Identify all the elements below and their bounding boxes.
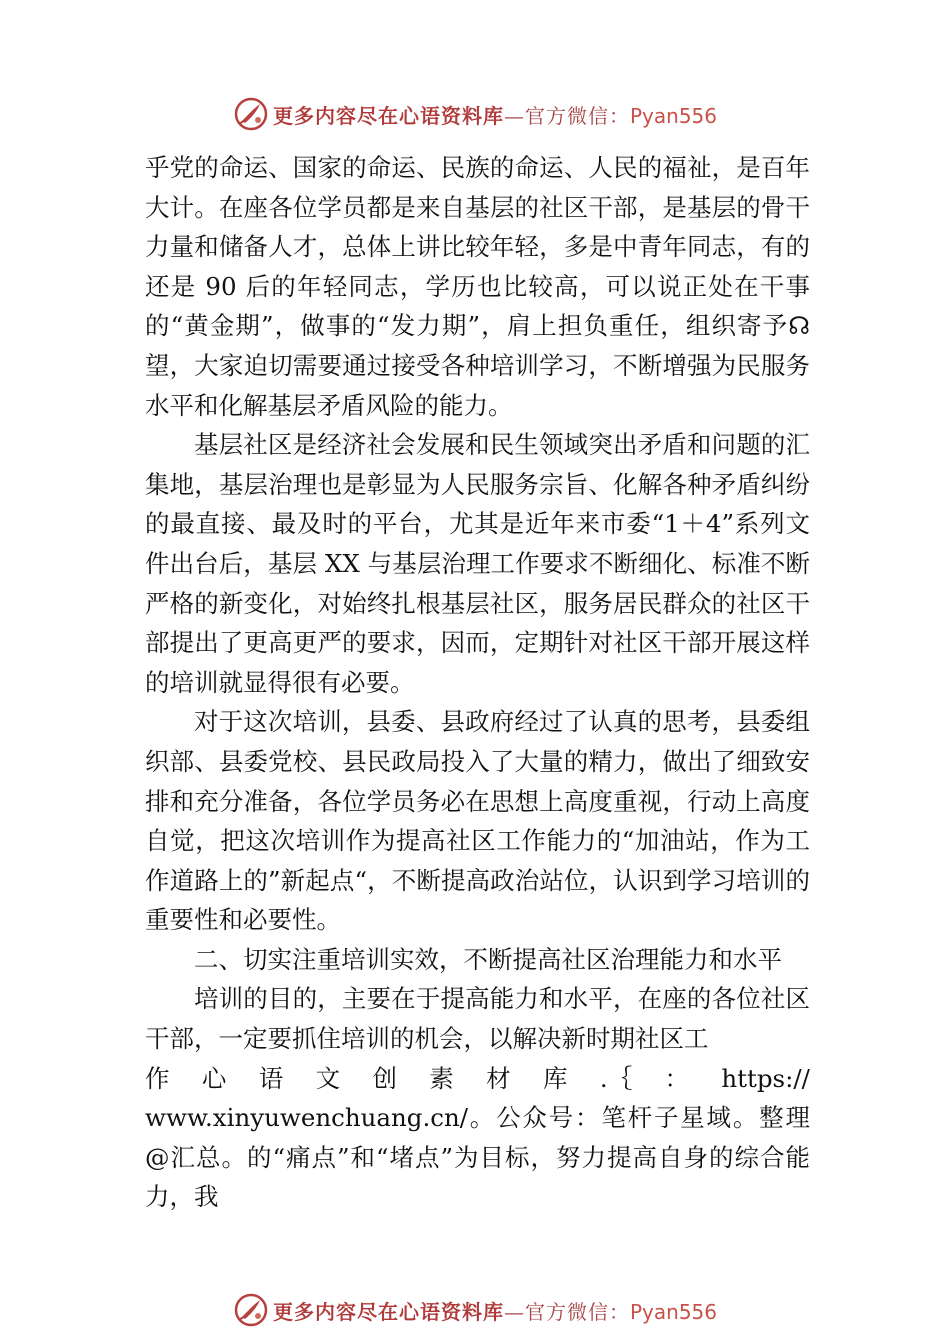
pen-logo-icon (233, 96, 269, 132)
footer-banner (0, 1290, 950, 1330)
spaced-url-line (145, 1059, 810, 1099)
url-word: 语 (258, 1063, 284, 1093)
url-word: 心 (201, 1063, 227, 1093)
url-word: 库 (543, 1063, 568, 1093)
banner-title: 更多内容尽在心语资料库 (272, 1299, 504, 1324)
banner-wechat-label: 官方微信： (524, 103, 630, 128)
url-word: ： (664, 1063, 690, 1093)
url-word: 材 (486, 1063, 511, 1093)
url-word: .｛ (599, 1063, 633, 1093)
url-word: https:// (721, 1063, 810, 1093)
banner-dash: — (503, 103, 525, 128)
paragraph-4-start: 培训的目的，主要在于提高能力和水平，在座的各位社区干部，一定要抓住培训的机会，以解决新时期社区工 (145, 984, 810, 1054)
banner-dash: — (503, 1299, 525, 1324)
banner-wechat-label: 官方微信： (524, 1299, 630, 1324)
header-banner-text (273, 100, 717, 129)
url-word: 文 (315, 1063, 341, 1093)
pen-logo-icon (233, 1292, 269, 1328)
paragraph-1: 乎党的命运、国家的命运、民族的命运、人民的福祉，是百年大计。在座各位学员都是来自基层的社区干部，是基层的骨干力量和储备人才，总体上讲比较年轻，多是中青年同志，有的还是 90 后的年轻同志，学历也比较高，可以说正处在干事的“黄金期”，做事的“发力期”，肩上担负重任，组织寄予☊望，大家迫切需要通过接受各种培训学习，不断增强为民服务水平和化解基层矛盾风险的能力。 (145, 153, 810, 420)
section-heading-2: 二、切实注重培训实效，不断提高社区治理能力和水平 (194, 944, 782, 974)
banner-wechat-id: Pyan556 (629, 1299, 717, 1324)
paragraph-3: 对于这次培训，县委、县政府经过了认真的思考，县委组织部、县委党校、县民政局投入了大量的精力，做出了细致安排和充分准备，各位学员务必在思想上高度重视，行动上高度自觉，把这次培训作为提高社区工作能力的“加油站，作为工作道路上的”新起点“，不断提高政治站位，认识到学习培训的重要性和必要性。 (145, 707, 810, 935)
url-word: 作 (145, 1063, 170, 1093)
banner-title: 更多内容尽在心语资料库 (272, 103, 504, 128)
footer-banner-text (273, 1296, 717, 1325)
document-body (145, 148, 810, 1217)
url-word: 创 (372, 1063, 397, 1093)
paragraph-2: 基层社区是经济社会发展和民生领域突出矛盾和问题的汇集地，基层治理也是彰显为人民服务宗旨、化解各种矛盾纠纷的最直接、最及时的平台，尤其是近年来市委“1＋4”系列文件出台后，基层 XX 与基层治理工作要求不断细化、标准不断严格的新变化，对始终扎根基层社区，服务居民群众的社区干部提出了更高更严的要求，因而，定期针对社区干部开展这样的培训就显得很有必要。 (145, 430, 810, 697)
url-word: 素 (429, 1063, 454, 1093)
paragraph-4-end: www.xinyuwenchuang.cn/。公众号：笔杆子星域。整理@汇总。的“痛点”和“堵点”为目标，努力提高自身的综合能力，我 (145, 1103, 810, 1212)
banner-wechat-id: Pyan556 (629, 103, 717, 128)
header-banner (0, 94, 950, 134)
